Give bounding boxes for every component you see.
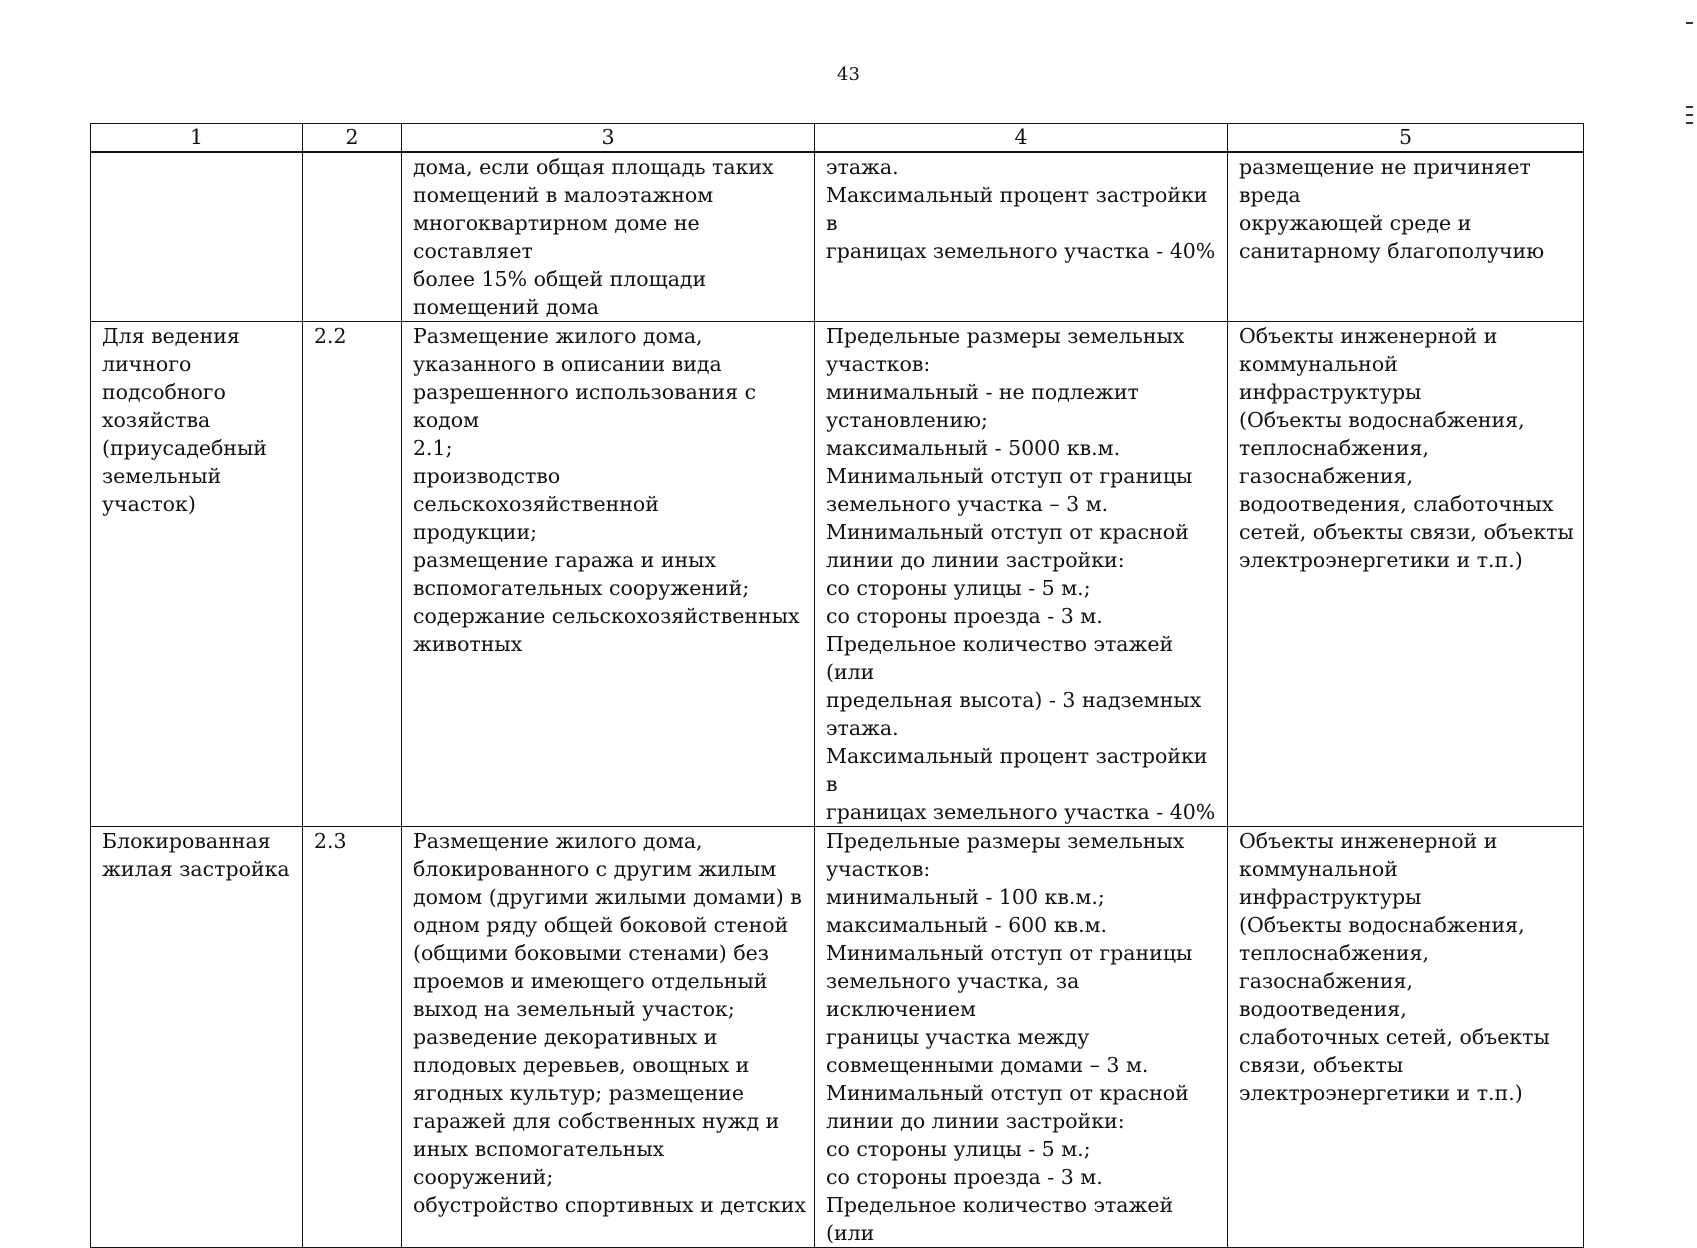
conditions-cell: Объекты инженерной и коммунальной инфраструктуры (Объекты водоснабжения, теплоснабжения, газоснабжения, водоотведения, слаботочных сетей, объекты связи, объекты электроэнергетики и т.п.) bbox=[1228, 827, 1584, 1248]
use-code-cell: 2.3 bbox=[303, 827, 402, 1248]
margin-mark bbox=[1686, 122, 1693, 124]
column-header-3: 3 bbox=[402, 124, 815, 153]
page-number: 43 bbox=[837, 64, 860, 85]
table-header-row bbox=[91, 124, 1584, 153]
table-row bbox=[91, 322, 1584, 827]
conditions-cell: размещение не причиняет вреда окружающей среде и санитарному благополучию bbox=[1228, 152, 1584, 322]
margin-mark bbox=[1686, 114, 1693, 116]
parameters-cell: Предельные размеры земельных участков: минимальный - 100 кв.м.; максимальный - 600 кв.м. Минимальный отступ от границы земельного участка, за исключением границы участка между совмещенными домами – 3 м. Минимальный отступ от красной линии до линии застройки: со стороны улицы - 5 м.; со стороны проезда - 3 м. Предельное количество этажей (или bbox=[815, 827, 1228, 1248]
use-description-cell: дома, если общая площадь таких помещений в малоэтажном многоквартирном доме не составляет более 15% общей площади помещений дома bbox=[402, 152, 815, 322]
margin-marks bbox=[1685, 8, 1693, 128]
margin-mark bbox=[1686, 22, 1693, 24]
column-header-1: 1 bbox=[91, 124, 303, 153]
use-code-cell bbox=[303, 152, 402, 322]
use-description-cell: Размещение жилого дома, указанного в описании вида разрешенного использования с кодом 2.1; производство сельскохозяйственной продукции; размещение гаража и иных вспомогательных сооружений; содержание сельскохозяйственных животных bbox=[402, 322, 815, 827]
column-header-2: 2 bbox=[303, 124, 402, 153]
table-row bbox=[91, 827, 1584, 1248]
use-code-cell: 2.2 bbox=[303, 322, 402, 827]
parameters-cell: Предельные размеры земельных участков: минимальный - не подлежит установлению; максимальный - 5000 кв.м. Минимальный отступ от границы земельного участка – 3 м. Минимальный отступ от красной линии до линии застройки: со стороны улицы - 5 м.; со стороны проезда - 3 м. Предельное количество этажей (или предельная высота) - 3 надземных этажа. Максимальный процент застройки в границах земельного участка - 40% bbox=[815, 322, 1228, 827]
use-type-name-cell bbox=[91, 152, 303, 322]
column-header-5: 5 bbox=[1228, 124, 1584, 153]
conditions-cell: Объекты инженерной и коммунальной инфраструктуры (Объекты водоснабжения, теплоснабжения, газоснабжения, водоотведения, слаботочных сетей, объекты связи, объекты электроэнергетики и т.п.) bbox=[1228, 322, 1584, 827]
use-type-name-cell: Блокированная жилая застройка bbox=[91, 827, 303, 1248]
parameters-cell: этажа. Максимальный процент застройки в границах земельного участка - 40% bbox=[815, 152, 1228, 322]
column-header-4: 4 bbox=[815, 124, 1228, 153]
land-use-regulations-table bbox=[90, 123, 1584, 1248]
use-type-name-cell: Для ведения личного подсобного хозяйства (приусадебный земельный участок) bbox=[91, 322, 303, 827]
use-description-cell: Размещение жилого дома, блокированного с другим жилым домом (другими жилыми домами) в одном ряду общей боковой стеной (общими боковыми стенами) без проемов и имеющего отдельный выход на земельный участок; разведение декоративных и плодовых деревьев, овощных и ягодных культур; размещение гаражей для собственных нужд и иных вспомогательных сооружений; обустройство спортивных и детских bbox=[402, 827, 815, 1248]
margin-mark bbox=[1686, 106, 1693, 108]
table-row bbox=[91, 152, 1584, 322]
